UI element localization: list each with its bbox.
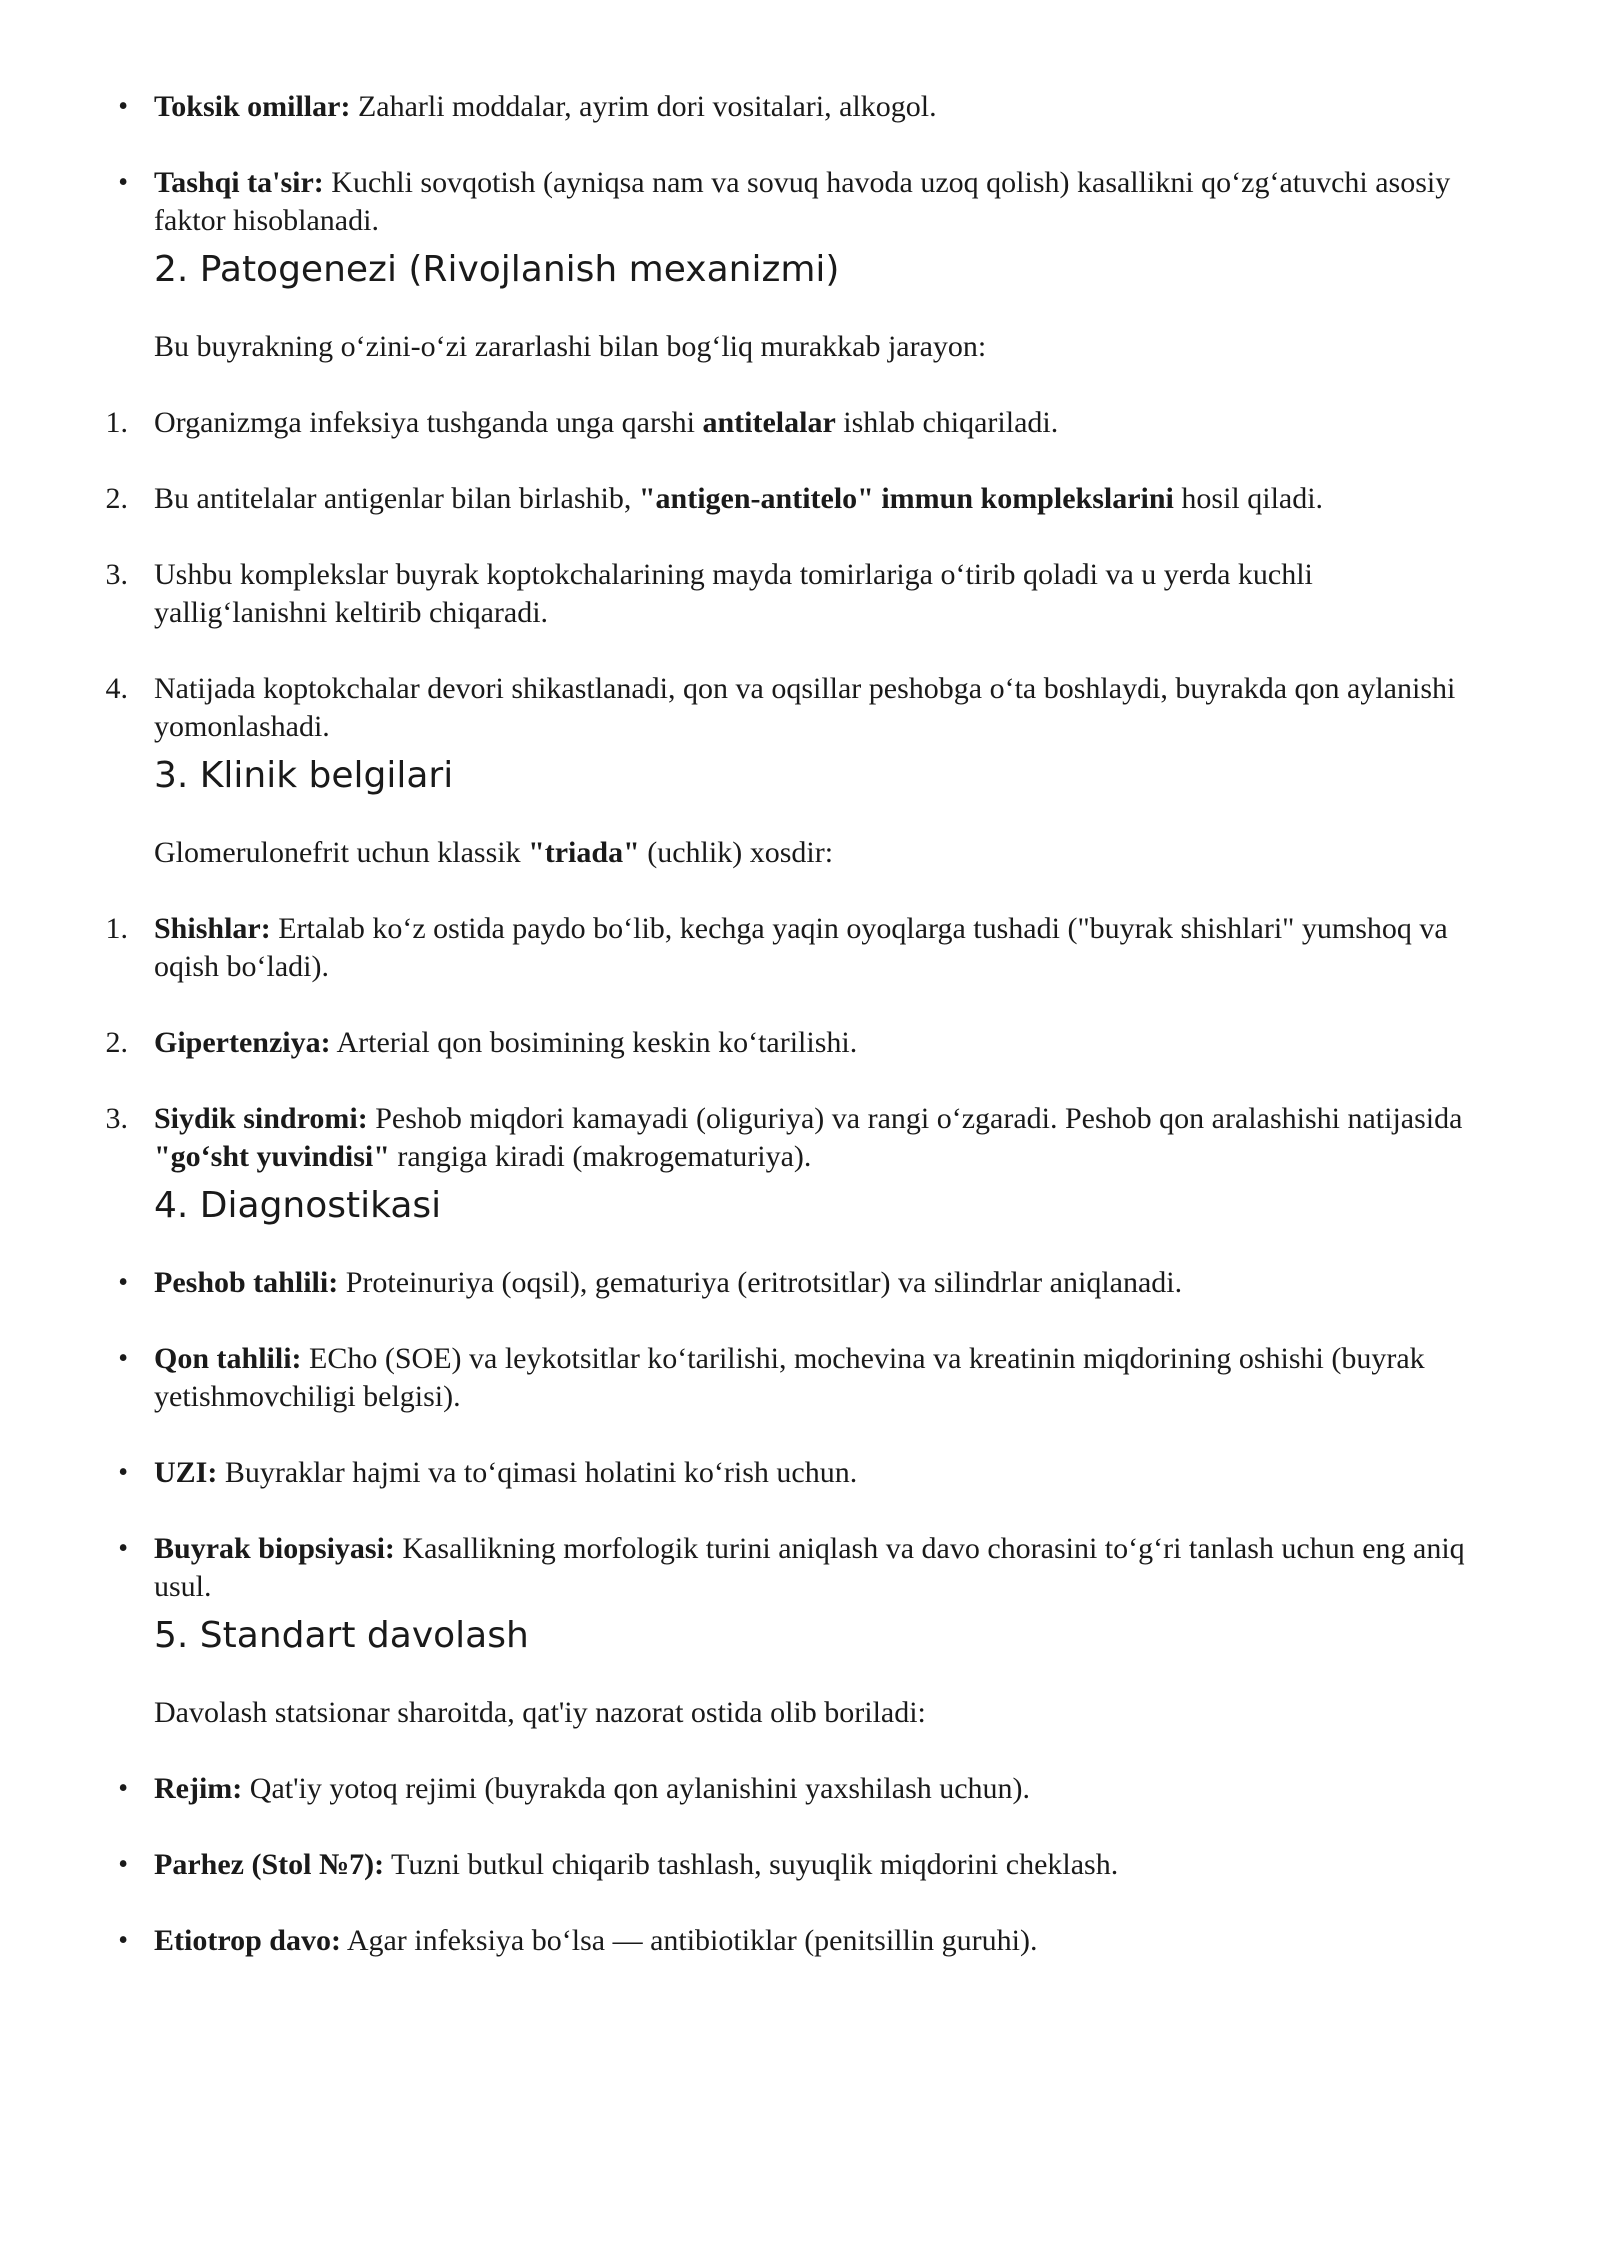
section-intro: Davolash statsionar sharoitda, qat'iy nazorat ostida olib boriladi: [154,1696,926,1729]
item-text: ECho (SOE) va leykotsitlar ko‘tarilishi, mochevina va kreatinin miqdorining oshishi (buyrak yetishmovchiligi belgisi). [154,1342,1425,1413]
item-label: Etiotrop davo: [154,1924,341,1957]
item-text: Agar infeksiya bo‘lsa — antibiotiklar (penitsillin guruhi). [340,1924,1038,1957]
bullet-icon: • [118,1533,128,1564]
list-number: 4. [105,672,128,705]
list-item [0,1024,1484,1062]
item-label: Qon tahlili: [154,1342,302,1375]
item-label: UZI: [154,1456,218,1489]
intro-bold: "triada" [528,836,640,869]
item-text: Ushbu komplekslar buyrak koptokchalarining mayda tomirlariga o‘tirib qoladi va u yerda kuchli yallig‘lanishni keltirib chiqaradi. [154,558,1313,629]
item-label: Buyrak biopsiyasi: [154,1532,395,1565]
item-label: Parhez (Stol №7): [154,1848,385,1881]
item-text: rangiga kiradi (makrogematuriya). [389,1140,812,1173]
section-heading-diagnostics: 4. Diagnostikasi [154,1185,442,1226]
list-number: 1. [105,912,128,945]
item-label: Gipertenziya: [154,1026,331,1059]
bullet-icon: • [118,91,128,122]
item-text: Qat'iy yotoq rejimi (buyrakda qon aylanishini yaxshilash uchun). [242,1772,1031,1805]
document-content [0,88,1600,1998]
item-text: Buyraklar hajmi va to‘qimasi holatini ko‘rish uchun. [217,1456,858,1489]
section-intro [0,834,1600,872]
list-number: 3. [105,558,128,591]
list-item [0,1530,1484,1606]
section-heading-clinical-signs: 3. Klinik belgilari [154,755,454,796]
item-label: Peshob tahlili: [154,1266,339,1299]
list-item [0,1454,1484,1492]
list-item [0,404,1484,442]
list-item [0,1922,1484,1960]
intro-text: (uchlik) xosdir: [639,836,834,869]
list-number: 2. [105,482,128,515]
item-bold: "antigen-antitelo" immun komplekslarini [638,482,1174,515]
item-text: ishlab chiqariladi. [835,406,1059,439]
item-text: Ertalab ko‘z ostida paydo bo‘lib, kechga yaqin oyoqlarga tushadi ("buyrak shishlari" yumshoq va oqish bo‘ladi). [154,912,1448,983]
list-item [0,88,1484,126]
bullet-icon: • [118,1925,128,1956]
item-text: Tuzni butkul chiqarib tashlash, suyuqlik miqdorini cheklash. [384,1848,1119,1881]
intro-text: Glomerulonefrit uchun klassik [154,836,529,869]
list-item [0,480,1484,518]
item-text: hosil qiladi. [1173,482,1324,515]
section-heading-pathogenesis: 2. Patogenezi (Rivojlanish mexanizmi) [154,249,840,290]
list-item [0,556,1484,632]
list-item [0,1340,1484,1416]
list-item [0,910,1484,986]
item-text: Peshob miqdori kamayadi (oliguriya) va rangi o‘zgaradi. Peshob qon aralashishi natijasida [367,1102,1463,1135]
section-heading-treatment: 5. Standart davolash [154,1615,529,1656]
bullet-icon: • [118,1343,128,1374]
list-number: 2. [105,1026,128,1059]
list-number: 3. [105,1102,128,1135]
item-text: Kasallikning morfologik turini aniqlash va davo chorasini to‘g‘ri tanlash uchun eng aniq usul. [154,1532,1465,1603]
item-bold: antitelalar [702,406,836,439]
bullet-icon: • [118,1849,128,1880]
item-text: Natijada koptokchalar devori shikastlanadi, qon va oqsillar peshobga o‘ta boshlaydi, buyrakda qon aylanishi yomonlashadi. [154,672,1456,743]
item-label: Tashqi ta'sir: [154,166,324,199]
item-text: Proteinuriya (oqsil), gematuriya (eritrotsitlar) va silindrlar aniqlanadi. [338,1266,1183,1299]
section-intro: Bu buyrakning o‘zini-o‘zi zararlashi bilan bog‘liq murakkab jarayon: [154,330,987,363]
bullet-icon: • [118,1773,128,1804]
list-item [0,1100,1484,1176]
bullet-icon: • [118,1457,128,1488]
item-label: Siydik sindromi: [154,1102,368,1135]
list-item [0,1264,1484,1302]
item-label: Rejim: [154,1772,243,1805]
bullet-icon: • [118,1267,128,1298]
list-number: 1. [105,406,128,439]
item-text: Bu antitelalar antigenlar bilan birlashib, [154,482,639,515]
item-bold: "go‘sht yuvindisi" [154,1140,390,1173]
list-item [0,670,1484,746]
item-label: Toksik omillar: [154,90,351,123]
item-text: Organizmga infeksiya tushganda unga qarshi [154,406,703,439]
item-text: Arterial qon bosimining keskin ko‘tarilishi. [330,1026,858,1059]
bullet-icon: • [118,167,128,198]
list-item [0,1770,1484,1808]
list-item [0,164,1484,240]
list-item [0,1846,1484,1884]
item-text: Kuchli sovqotish (ayniqsa nam va sovuq havoda uzoq qolish) kasallikni qo‘zg‘atuvchi asosiy faktor hisoblanadi. [154,166,1451,237]
item-text: Zaharli moddalar, ayrim dori vositalari, alkogol. [350,90,937,123]
item-label: Shishlar: [154,912,271,945]
